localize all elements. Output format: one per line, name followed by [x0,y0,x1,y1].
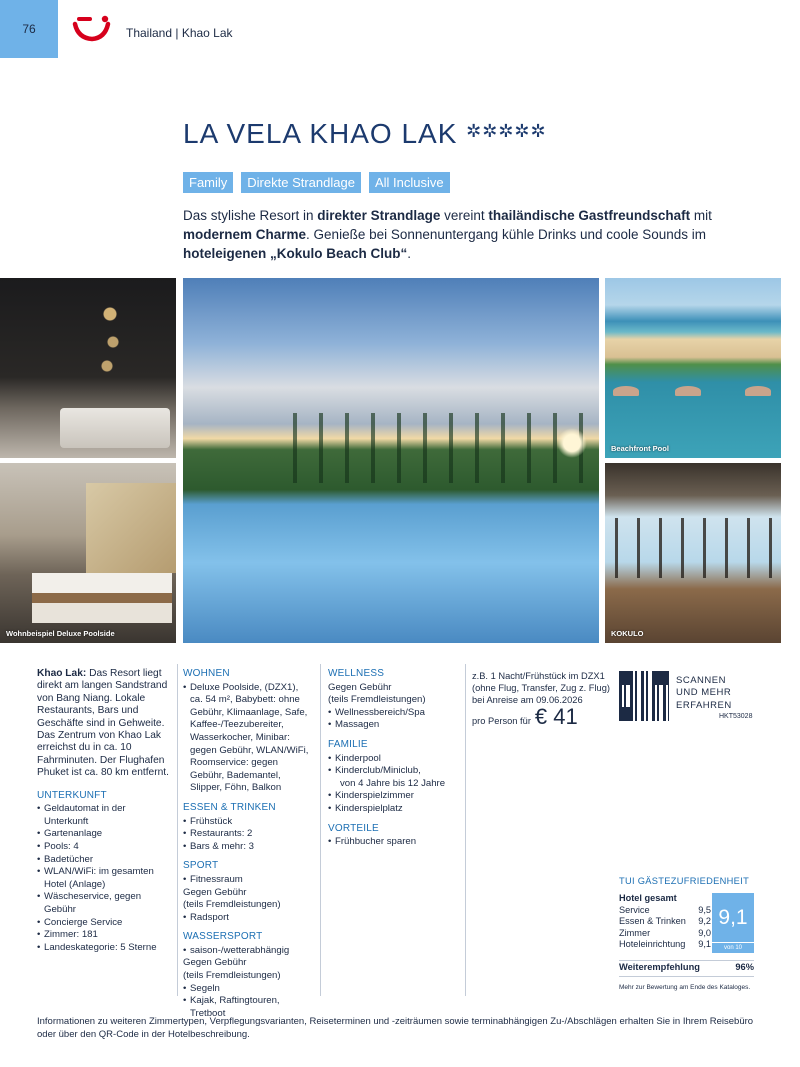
photo-detail [60,408,170,448]
rating-label: Zimmer [619,927,651,938]
section-heading-vorteile: VORTEILE [328,822,379,834]
list-item: • Bars & mehr: 3 [183,841,313,854]
info-column-wellness [328,668,458,849]
list-item: • Kinderpool [328,753,458,766]
list-item: • Gartenanlage [37,828,172,841]
info-column-wohnen [183,668,313,1020]
list-item: • Pools: 4 [37,841,172,854]
tag-all-inclusive: All Inclusive [369,172,450,193]
rating-heading: TUI GÄSTEZUFRIEDENHEIT [619,876,750,886]
qr-code-icon[interactable] [619,671,669,721]
location-text [37,668,172,780]
list-item: • Deluxe Poolside, (DZX1), ca. 54 m², Babybett: ohne Gebühr, Klimaanlage, Safe, Kaffee-/Teezubereiter, Wasserkocher, Minibar: gegen Gebühr, WLAN/WiFi, Roomservice: gegen Gebühr, Bademantel, Slipper, Föhn, Balkon [183,682,313,795]
qr-text-line: ERFAHREN [676,699,732,711]
familie-list [328,753,458,816]
essen-list [183,816,313,854]
photo-detail [32,573,172,623]
beach-pool-photo [605,278,781,458]
intro-text: vereint [440,208,489,223]
fee-note: Gegen Gebühr [183,957,247,969]
intro-bold: modernem Charme [183,227,307,242]
beach-pool-caption: Beachfront Pool [611,444,669,453]
list-item: • Segeln [183,983,313,996]
section-heading-wellness: WELLNESS [328,668,385,679]
page-number: 76 [0,0,58,58]
intro-bold: thailändische Gastfreundschaft [488,208,691,223]
list-item: • Kinderspielplatz [328,803,458,816]
photo-detail [615,518,775,578]
section-heading-wassersport: WASSERSPORT [183,931,263,943]
photo-detail [95,298,125,378]
list-item: • Wellnessbereich/Spa [328,707,458,720]
list-item: • Concierge Service [37,917,172,930]
list-item: • Zimmer: 181 [37,929,172,942]
offer-line: bei Anreise am 09.06.2026 [472,695,583,706]
main-pool-photo [183,278,599,643]
rating-row [619,916,711,928]
rating-value: 9,0 [698,927,711,938]
list-item: • Kinderspielzimmer [328,790,458,803]
wellness-list [328,682,458,732]
intro-bold: hoteleigenen „Kokulo Beach Club“ [183,246,408,261]
column-divider [177,664,178,996]
rating-value: 9,2 [698,916,711,926]
list-item: • Landeskategorie: 5 Sterne [37,942,172,955]
rating-row [619,905,711,917]
section-heading-essen: ESSEN & TRINKEN [183,801,276,813]
unterkunft-list [37,803,172,954]
fee-note: (teils Fremdleistungen) [183,899,281,911]
offer-line: (ohne Flug, Transfer, Zug z. Flug) [472,683,610,694]
breadcrumb: Thailand | Khao Lak [126,26,233,40]
rating-row [619,928,711,940]
rating-table [619,893,711,951]
restaurant-photo [605,463,781,643]
photo-detail [293,413,593,483]
hotel-intro [183,206,753,263]
rating-value: 9,1 [698,939,711,949]
rating-divider [619,976,754,977]
rating-note: Mehr zur Bewertung am Ende des Kataloges. [619,984,751,991]
intro-text: . Genieße bei Sonnenuntergang kühle Drinks und coole Sounds im [306,227,707,242]
tag-beach: Direkte Strandlage [241,172,361,193]
intro-text: Das stylishe Resort in [183,208,318,223]
list-item: • Frühstück [183,816,313,829]
intro-text: mit [690,208,712,223]
intro-bold: direkter Strandlage [317,208,441,223]
column-divider [320,664,321,996]
list-item: • Kajak, Raftingtouren, Tretboot [183,995,313,1020]
column-divider [465,664,466,996]
photo-detail [745,386,771,396]
list-item: • Radsport [183,912,313,925]
recommendation-row [619,960,754,972]
rating-value: 9,5 [698,904,711,915]
price-value: € 41 [534,703,578,729]
list-item: • Geldautomat in der Unterkunft [37,803,172,828]
lobby-photo [0,278,176,458]
wassersport-list [183,945,313,1021]
per-person-label: pro Person für [472,715,531,726]
footer-note: Informationen zu weiteren Zimmertypen, Verpflegungsvarianten, Reiseterminen und -zeiträumen sowie terminabhängigen Zu-/Abschlägen erhalten Sie in Ihrem Reisebüro oder über den QR-Code in der Hotelbeschreibung. [37,1016,754,1040]
photo-detail [86,483,176,573]
offer-line: z.B. 1 Nacht/Frühstück im DZX1 [472,671,605,681]
qr-text-line: SCANNEN [676,675,726,686]
photo-detail [557,428,587,458]
hotel-code: HKT53028 [719,713,753,720]
location-body: Das Resort liegt direkt am langen Sandstrand von Bang Niang. Lokale Restaurants, Bars und Geschäfte sind in Gehweite. Das Zentrum von Khao Lak erreichst du in ca. 10 Fahrminuten. Der Flughafen Phuket ist ca. 80 km entfernt. [37,668,169,779]
photo-detail [675,386,701,396]
tag-list [183,172,450,193]
section-heading-sport: SPORT [183,860,219,872]
sport-list [183,874,313,924]
hotel-name: LA VELA KHAO LAK [183,118,458,149]
wohnen-list [183,682,313,795]
room-photo [0,463,176,643]
list-item: • Badetücher [37,854,172,867]
room-photo-caption: Wohnbeispiel Deluxe Poolside [6,629,115,638]
list-item: • saison-/wetterabhängig [183,945,313,958]
overall-score: 9,1 [712,893,754,942]
price-row [472,703,612,729]
price-offer [472,670,612,727]
photo-detail [613,386,639,396]
rating-label: Service [619,904,650,915]
tag-family: Family [183,172,233,193]
hotel-title [183,118,547,150]
list-item: • WLAN/WiFi: im gesamten Hotel (Anlage) [37,866,172,891]
list-item-indent: von 4 Jahre bis 12 Jahre [340,777,446,789]
overall-score-badge [712,893,754,953]
recommendation-value: 96% [735,962,754,972]
list-item: • Restaurants: 2 [183,828,313,841]
vorteile-list [328,836,458,849]
rating-label: Essen & Trinken [619,916,686,926]
score-scale: von 10 [712,943,754,953]
section-heading-unterkunft: UNTERKUNFT [37,789,107,801]
location-label: Khao Lak: [37,668,87,679]
rating-label: Hoteleinrichtung [619,939,686,949]
fee-note: Gegen Gebühr [183,886,247,898]
qr-scan-text [676,675,732,712]
rating-overall-label: Hotel gesamt [619,893,677,903]
star-rating-icon: ✲✲✲✲✲ [466,121,547,141]
list-item: • Massagen [328,719,458,732]
list-item: • Kinderclub/Miniclub, [328,765,458,778]
section-heading-wohnen: WOHNEN [183,668,230,679]
rating-row [619,939,711,951]
fee-note: Gegen Gebühr [328,681,392,693]
fee-note: (teils Fremdleistungen) [328,694,426,706]
list-item: • Wäscheservice, gegen Gebühr [37,891,172,916]
restaurant-caption: KOKULO [611,629,644,638]
info-column-location [37,668,172,954]
qr-text-line: UND MEHR [676,687,732,699]
section-heading-familie: FAMILIE [328,738,368,750]
list-item: • Fitnessraum [183,874,313,887]
tui-logo-icon [72,14,112,48]
list-item: • Frühbucher sparen [328,836,458,849]
fee-note: (teils Fremdleistungen) [183,970,281,982]
recommendation-label: Weiterempfehlung [619,962,700,972]
intro-text: . [407,246,412,261]
